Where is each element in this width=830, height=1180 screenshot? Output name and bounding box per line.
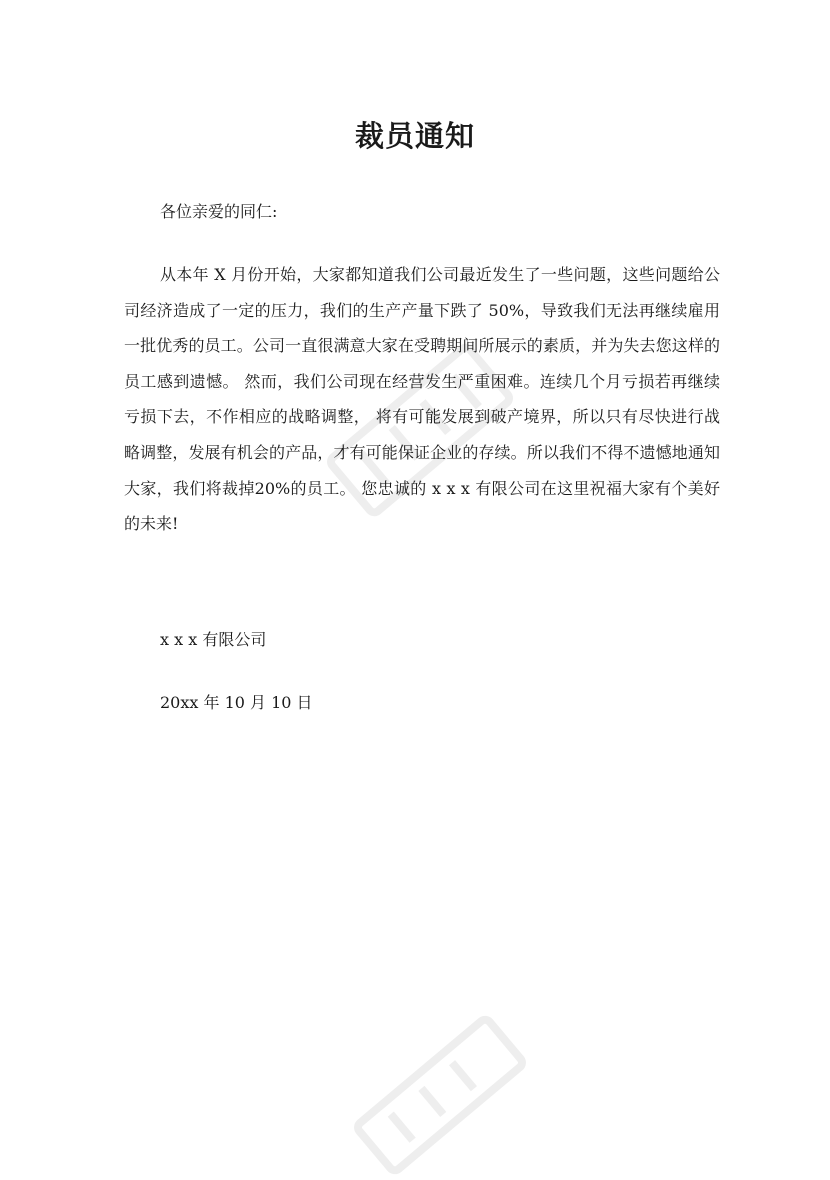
signature-date: 20xx 年 10 月 10 日 (160, 693, 313, 712)
signature-company: x x x 有限公司 (160, 630, 267, 649)
body-paragraph: 从本年 X 月份开始，大家都知道我们公司最近发生了一些问题，这些问题给公司经济造成了一定的压力，我们的生产产量下跌了 50%，导致我们无法再继续雇用一批优秀的员工。公司一直很满意大家在受聘期间所展示的素质，并为失去您这样的员工感到遗憾。 然而，我们公司现在经营发生严重困难。连续几个月亏损若再继续亏损下去，不作相应的战略调整， 将有可能发展到破产境界，所以只有尽快进行战略调整，发展有机会的产品，才有可能保证企业的存续。所以我们不得不遗憾地通知大家，我们将裁掉20%的员工。 您忠诚的 x x x 有限公司在这里祝福大家有个美好的未来! (124, 265, 720, 534)
watermark-bottom (330, 1010, 550, 1180)
document-title: 裁员通知 (354, 119, 475, 153)
greeting: 各位亲爱的同仁: (160, 202, 278, 221)
